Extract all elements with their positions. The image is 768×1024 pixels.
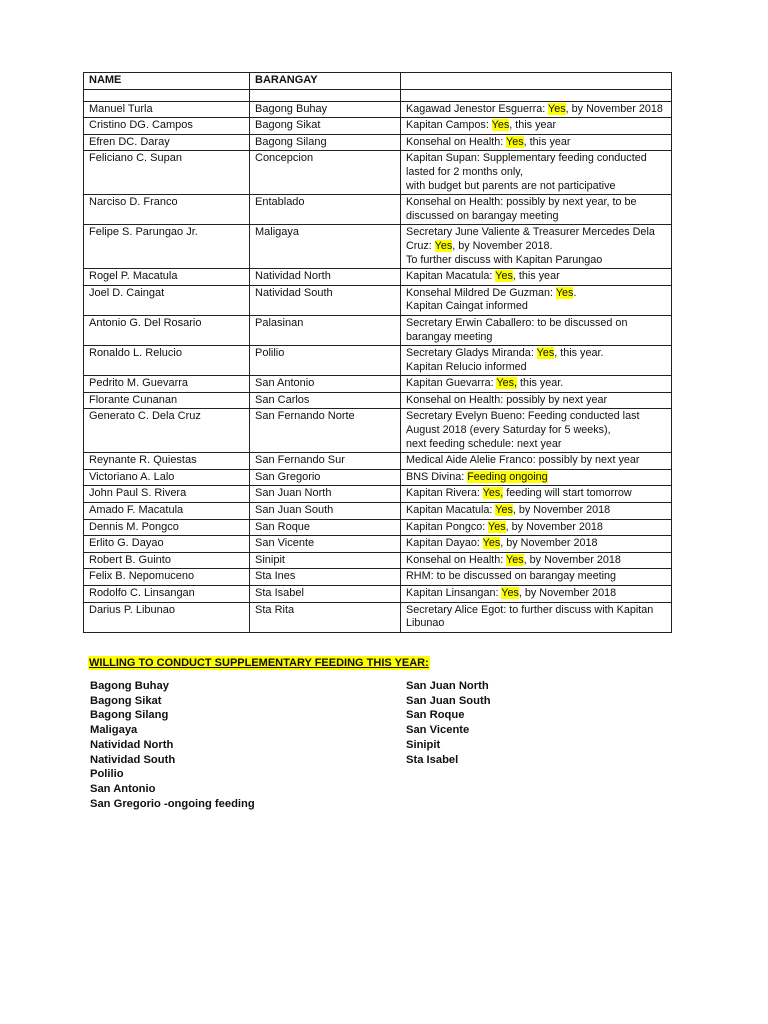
table-row: [84, 225, 672, 269]
header-notes: [401, 73, 672, 90]
note-text: Konsehal Mildred De Guzman:: [406, 286, 556, 299]
highlighted-text: Yes: [495, 504, 513, 517]
willing-list-item: Bagong Buhay: [90, 680, 169, 692]
willing-list-item: Sinipit: [406, 738, 441, 751]
cell-note: [401, 225, 672, 269]
willing-list-item: Bagong Silang: [90, 709, 169, 722]
table-row: [84, 118, 672, 135]
willing-list-item: Bagong Sikat: [90, 694, 162, 707]
cell-barangay: Sinipit: [250, 552, 401, 569]
table-row: [84, 392, 672, 409]
note-text: Kapitan Macatula:: [406, 270, 496, 283]
note-text: , this year: [523, 135, 571, 148]
cell-barangay: Entablado: [250, 195, 401, 225]
note-text: Kapitan Relucio informed: [406, 360, 527, 373]
table-row: [84, 503, 672, 520]
note-text: Kapitan Macatula:: [406, 504, 496, 517]
cell-note: [401, 503, 672, 520]
table-row: [84, 519, 672, 536]
willing-list-item: San Juan North: [406, 680, 489, 692]
table-row: [84, 269, 672, 286]
cell-barangay: San Fernando Sur: [250, 453, 401, 470]
cell-name: Felipe S. Parungao Jr.: [84, 225, 250, 269]
note-text: this year.: [517, 377, 564, 390]
willing-list-left: [90, 679, 255, 811]
note-text: Kapitan Caingat informed: [406, 300, 528, 313]
note-text: Kapitan Guevarra:: [406, 377, 497, 390]
cell-name: Dennis M. Pongco: [84, 519, 250, 536]
highlighted-text: Yes: [536, 347, 555, 360]
cell-note: [401, 536, 672, 553]
willing-list-item: Natividad North: [90, 738, 174, 751]
highlighted-text: Yes: [506, 135, 524, 148]
cell-barangay: San Carlos: [250, 392, 401, 409]
highlighted-text: Feeding ongoing: [467, 470, 548, 483]
table-row: [84, 469, 672, 486]
note-text: , by November 2018: [512, 504, 611, 517]
note-text: with budget but parents are not participative: [406, 179, 616, 192]
cell-barangay: Bagong Silang: [250, 134, 401, 151]
table-row: [84, 315, 672, 345]
cell-barangay: San Juan North: [250, 486, 401, 503]
cell-name: Darius P. Libunao: [84, 602, 250, 632]
cell-name: Erlito G. Dayao: [84, 536, 250, 553]
cell-note: [401, 151, 672, 195]
note-text: Kagawad Jenestor Esguerra:: [406, 102, 549, 115]
table-row: [84, 409, 672, 453]
cell-note: [401, 552, 672, 569]
cell-name: John Paul S. Rivera: [84, 486, 250, 503]
cell-barangay: San Antonio: [250, 376, 401, 393]
cell-barangay: Maligaya: [250, 225, 401, 269]
cell-note: [401, 376, 672, 393]
cell-name: Felix B. Nepomuceno: [84, 569, 250, 586]
note-text: Secretary Erwin Caballero: to be discussed on barangay meeting: [406, 316, 628, 343]
willing-list-item: San Gregorio -ongoing feeding: [90, 797, 255, 810]
willing-list-item: San Vicente: [406, 724, 470, 737]
header-barangay: BARANGAY: [250, 73, 401, 90]
table-row: [84, 346, 672, 376]
note-text: Kapitan Campos:: [406, 119, 492, 132]
cell-note: [401, 519, 672, 536]
note-text: RHM: to be discussed on barangay meeting: [406, 570, 617, 583]
cell-barangay: Concepcion: [250, 151, 401, 195]
cell-name: Cristino DG. Campos: [84, 118, 250, 135]
cell-name: Antonio G. Del Rosario: [84, 315, 250, 345]
willing-list-item: Polilio: [90, 768, 124, 781]
cell-name: Pedrito M. Guevarra: [84, 376, 250, 393]
cell-note: [401, 469, 672, 486]
willing-list-item: Natividad South: [90, 753, 176, 766]
note-text: , by November 2018: [505, 520, 603, 533]
note-text: , by November 2018.: [452, 239, 553, 252]
cell-barangay: San Vicente: [250, 536, 401, 553]
willing-list-right: [406, 679, 491, 767]
note-text: To further discuss with Kapitan Parungao: [406, 253, 603, 266]
willing-title: WILLING TO CONDUCT SUPPLEMENTARY FEEDING THIS YEAR:: [89, 657, 429, 669]
cell-name: Ronaldo L. Relucio: [84, 346, 250, 376]
cell-name: Reynante R. Quiestas: [84, 453, 250, 470]
cell-barangay: Sta Isabel: [250, 586, 401, 603]
highlighted-text: Yes: [482, 537, 501, 550]
cell-note: [401, 195, 672, 225]
note-text: .: [573, 286, 577, 299]
note-text: , this year: [509, 119, 557, 132]
cell-name: Robert B. Guinto: [84, 552, 250, 569]
table-row: [84, 151, 672, 195]
willing-list-item: San Roque: [406, 709, 465, 722]
highlighted-text: Yes,: [496, 377, 518, 390]
highlighted-text: Yes: [495, 270, 513, 283]
cell-barangay: San Roque: [250, 519, 401, 536]
cell-barangay: Polilio: [250, 346, 401, 376]
cell-note: [401, 118, 672, 135]
cell-name: Victoriano A. Lalo: [84, 469, 250, 486]
cell-name: Joel D. Caingat: [84, 285, 250, 315]
table-row: [84, 486, 672, 503]
cell-note: [401, 586, 672, 603]
cell-note: [401, 602, 672, 632]
highlighted-text: Yes: [501, 587, 519, 599]
cell-barangay: Sta Ines: [250, 569, 401, 586]
note-text: Konsehal on Health:: [406, 135, 507, 148]
note-text: Medical Aide Alelie Franco: possibly by next year: [406, 454, 640, 467]
table-row: [84, 552, 672, 569]
cell-note: [401, 269, 672, 286]
table-row: [84, 195, 672, 225]
note-text: BNS Divina:: [406, 470, 468, 483]
highlighted-text: Yes,: [482, 487, 504, 500]
table-row: [84, 602, 672, 632]
note-text: Secretary Gladys Miranda:: [406, 347, 537, 360]
note-text: Secretary Evelyn Bueno: Feeding conducted last August 2018 (every Saturday for 5 weeks),: [406, 410, 640, 437]
cell-note: [401, 134, 672, 151]
header-name: NAME: [84, 73, 250, 90]
cell-name: Generato C. Dela Cruz: [84, 409, 250, 453]
highlighted-text: Yes: [488, 520, 506, 533]
cell-barangay: Sta Rita: [250, 602, 401, 632]
note-text: , this year.: [554, 347, 604, 360]
cell-name: Narciso D. Franco: [84, 195, 250, 225]
barangay-table: [83, 72, 672, 633]
note-text: next feeding schedule: next year: [406, 437, 562, 450]
highlighted-text: Yes: [555, 286, 574, 299]
note-text: , this year: [512, 270, 560, 283]
cell-note: [401, 569, 672, 586]
note-text: feeding will start tomorrow: [503, 487, 632, 500]
cell-name: Efren DC. Daray: [84, 134, 250, 151]
note-text: , by November 2018: [523, 553, 621, 566]
cell-note: [401, 285, 672, 315]
cell-barangay: Palasinan: [250, 315, 401, 345]
cell-note: [401, 101, 672, 118]
table-row: [84, 536, 672, 553]
highlighted-text: Yes: [434, 239, 453, 252]
cell-note: [401, 315, 672, 345]
note-text: , by November 2018: [518, 587, 617, 599]
willing-list-item: Maligaya: [90, 724, 138, 737]
cell-note: [401, 346, 672, 376]
note-text: Secretary June Valiente & Treasurer Mercedes Dela Cruz:: [406, 226, 655, 252]
table-row: [84, 285, 672, 315]
cell-barangay: San Fernando Norte: [250, 409, 401, 453]
table-spacer-row: [84, 89, 672, 101]
cell-note: [401, 486, 672, 503]
note-text: Kapitan Supan: Supplementary feeding conducted lasted for 2 months only,: [406, 152, 647, 178]
cell-barangay: Bagong Sikat: [250, 118, 401, 135]
cell-name: Feliciano C. Supan: [84, 151, 250, 195]
highlighted-text: Yes: [506, 553, 524, 566]
cell-name: Amado F. Macatula: [84, 503, 250, 520]
cell-note: [401, 453, 672, 470]
cell-barangay: San Juan South: [250, 503, 401, 520]
note-text: Kapitan Rivera:: [406, 487, 483, 500]
willing-list-item: Sta Isabel: [406, 753, 459, 766]
cell-barangay: San Gregorio: [250, 469, 401, 486]
note-text: Kapitan Pongco:: [406, 520, 489, 533]
note-text: , by November 2018: [565, 102, 663, 115]
table-row: [84, 586, 672, 603]
note-text: Secretary Alice Egot: to further discuss with Kapitan Libunao: [406, 603, 654, 630]
table-row: [84, 376, 672, 393]
note-text: Kapitan Dayao:: [406, 537, 483, 550]
highlighted-text: Yes: [548, 102, 566, 115]
table-row: [84, 101, 672, 118]
cell-barangay: Bagong Buhay: [250, 101, 401, 118]
note-text: Kapitan Linsangan:: [406, 587, 502, 599]
cell-name: Manuel Turla: [84, 101, 250, 118]
cell-name: Rogel P. Macatula: [84, 269, 250, 286]
cell-barangay: Natividad North: [250, 269, 401, 286]
cell-name: Rodolfo C. Linsangan: [84, 586, 250, 603]
note-text: , by November 2018: [500, 537, 598, 550]
note-text: Konsehal on Health:: [406, 553, 507, 566]
table-row: [84, 134, 672, 151]
note-text: Konsehal on Health: possibly by next year, to be discussed on barangay meeting: [406, 196, 637, 222]
highlighted-text: Yes: [491, 119, 510, 132]
cell-barangay: Natividad South: [250, 285, 401, 315]
cell-name: Florante Cunanan: [84, 392, 250, 409]
table-header-row: [84, 73, 672, 90]
willing-list-item: San Juan South: [406, 694, 491, 707]
cell-note: [401, 392, 672, 409]
willing-list-item: San Antonio: [90, 782, 156, 795]
note-text: Konsehal on Health: possibly by next year: [406, 393, 608, 406]
table-row: [84, 453, 672, 470]
table-row: [84, 569, 672, 586]
cell-note: [401, 409, 672, 453]
